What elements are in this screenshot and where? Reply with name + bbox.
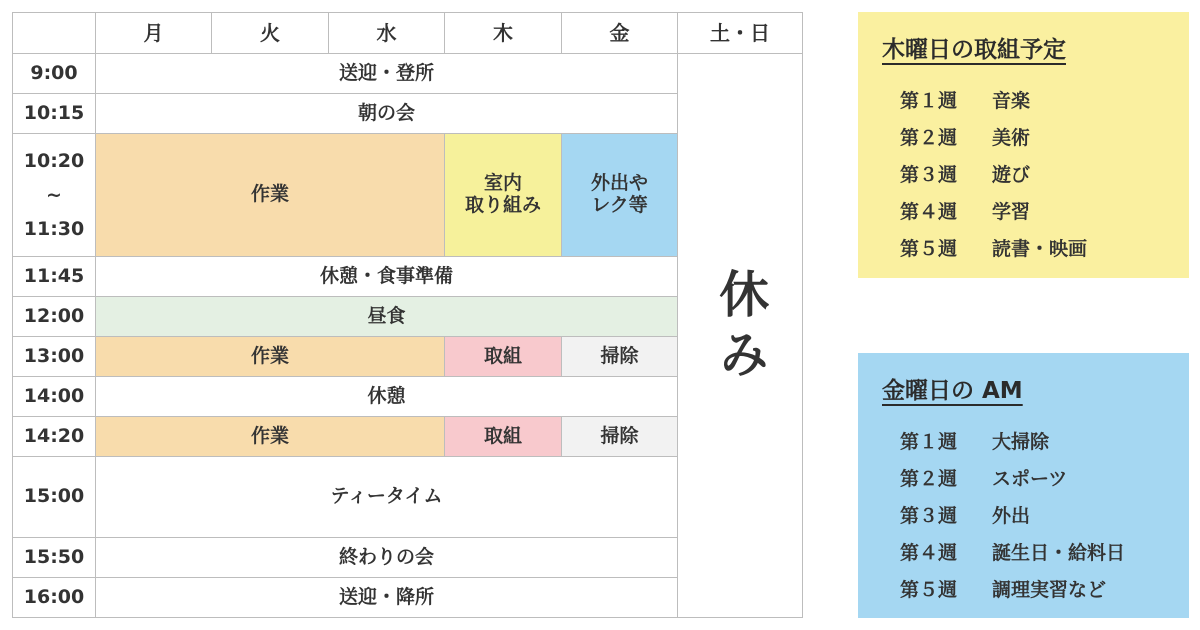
activity-morning-meeting: 朝の会 xyxy=(96,94,678,134)
week-activity: スポーツ xyxy=(992,468,1068,490)
friday-am-list xyxy=(900,427,1125,612)
week-label: 第４週 xyxy=(900,201,958,223)
time-cell: 15:50 xyxy=(13,538,96,578)
activity-dropoff: 送迎・降所 xyxy=(96,578,678,618)
week-label: 第５週 xyxy=(900,579,958,601)
activity-cleaning-2: 掃除 xyxy=(562,417,678,457)
weekly-schedule-table xyxy=(12,12,803,618)
list-item xyxy=(900,501,1125,538)
day-header-thu: 木 xyxy=(445,13,562,54)
thursday-plan-box xyxy=(858,12,1189,278)
list-item xyxy=(900,427,1125,464)
day-header-wed: 水 xyxy=(329,13,445,54)
friday-am-box xyxy=(858,353,1189,618)
time-cell: 10:15 xyxy=(13,94,96,134)
list-item xyxy=(900,234,1087,271)
activity-torikumi-2: 取組 xyxy=(445,417,562,457)
week-activity: 誕生日・給料日 xyxy=(992,542,1126,564)
list-item xyxy=(900,123,1087,160)
time-cell: 15:00 xyxy=(13,457,96,538)
time-cell: 9:00 xyxy=(13,54,96,94)
friday-am-title: 金曜日の AM xyxy=(882,378,1023,404)
day-header-tue: 火 xyxy=(212,13,329,54)
activity-morning-work: 作業 xyxy=(96,134,445,257)
schedule-row xyxy=(13,54,803,94)
activity-afternoon-work-2: 作業 xyxy=(96,417,445,457)
activity-closing-meeting: 終わりの会 xyxy=(96,538,678,578)
activity-indoor: 室内 取り組み xyxy=(445,134,562,257)
week-activity: 音楽 xyxy=(992,90,1031,112)
week-label: 第１週 xyxy=(900,90,958,112)
activity-break-meal-prep: 休憩・食事準備 xyxy=(96,257,678,297)
list-item xyxy=(900,160,1087,197)
weekend-off-label: 休み xyxy=(711,268,770,389)
weekend-off-cell xyxy=(678,54,803,618)
week-label: 第２週 xyxy=(900,127,958,149)
time-cell: 14:20 xyxy=(13,417,96,457)
thursday-plan-list xyxy=(900,86,1087,271)
list-item xyxy=(900,575,1125,612)
week-activity: 調理実習など xyxy=(992,579,1107,601)
activity-break: 休憩 xyxy=(96,377,678,417)
list-item xyxy=(900,86,1087,123)
week-activity: 美術 xyxy=(992,127,1031,149)
week-label: 第３週 xyxy=(900,505,958,527)
time-end: 11:30 xyxy=(23,218,85,241)
week-activity: 外出 xyxy=(992,505,1031,527)
activity-pickup: 送迎・登所 xyxy=(96,54,678,94)
activity-outing: 外出や レク等 xyxy=(562,134,678,257)
activity-afternoon-work: 作業 xyxy=(96,337,445,377)
week-label: 第４週 xyxy=(900,542,958,564)
time-start: 10:20 xyxy=(23,149,85,172)
list-item xyxy=(900,464,1125,501)
time-cell: 12:00 xyxy=(13,297,96,337)
week-label: 第３週 xyxy=(900,164,958,186)
week-label: 第５週 xyxy=(900,238,958,260)
week-label: 第２週 xyxy=(900,468,958,490)
week-activity: 学習 xyxy=(992,201,1031,223)
thursday-plan-title: 木曜日の取組予定 xyxy=(882,37,1066,63)
day-header-fri: 金 xyxy=(562,13,678,54)
activity-lunch: 昼食 xyxy=(96,297,678,337)
time-tilde: ~ xyxy=(46,183,62,206)
list-item xyxy=(900,538,1125,575)
activity-torikumi: 取組 xyxy=(445,337,562,377)
time-cell: 11:45 xyxy=(13,257,96,297)
time-range-cell xyxy=(13,134,96,257)
week-label: 第１週 xyxy=(900,431,958,453)
time-cell: 16:00 xyxy=(13,578,96,618)
day-header-row xyxy=(13,13,803,54)
activity-tea-time: ティータイム xyxy=(96,457,678,538)
day-header-weekend: 土・日 xyxy=(678,13,803,54)
time-cell: 14:00 xyxy=(13,377,96,417)
week-activity: 読書・映画 xyxy=(992,238,1088,260)
week-activity: 遊び xyxy=(992,164,1031,186)
list-item xyxy=(900,197,1087,234)
week-activity: 大掃除 xyxy=(992,431,1050,453)
day-header-mon: 月 xyxy=(96,13,212,54)
corner-cell xyxy=(13,13,96,54)
activity-cleaning: 掃除 xyxy=(562,337,678,377)
time-cell: 13:00 xyxy=(13,337,96,377)
